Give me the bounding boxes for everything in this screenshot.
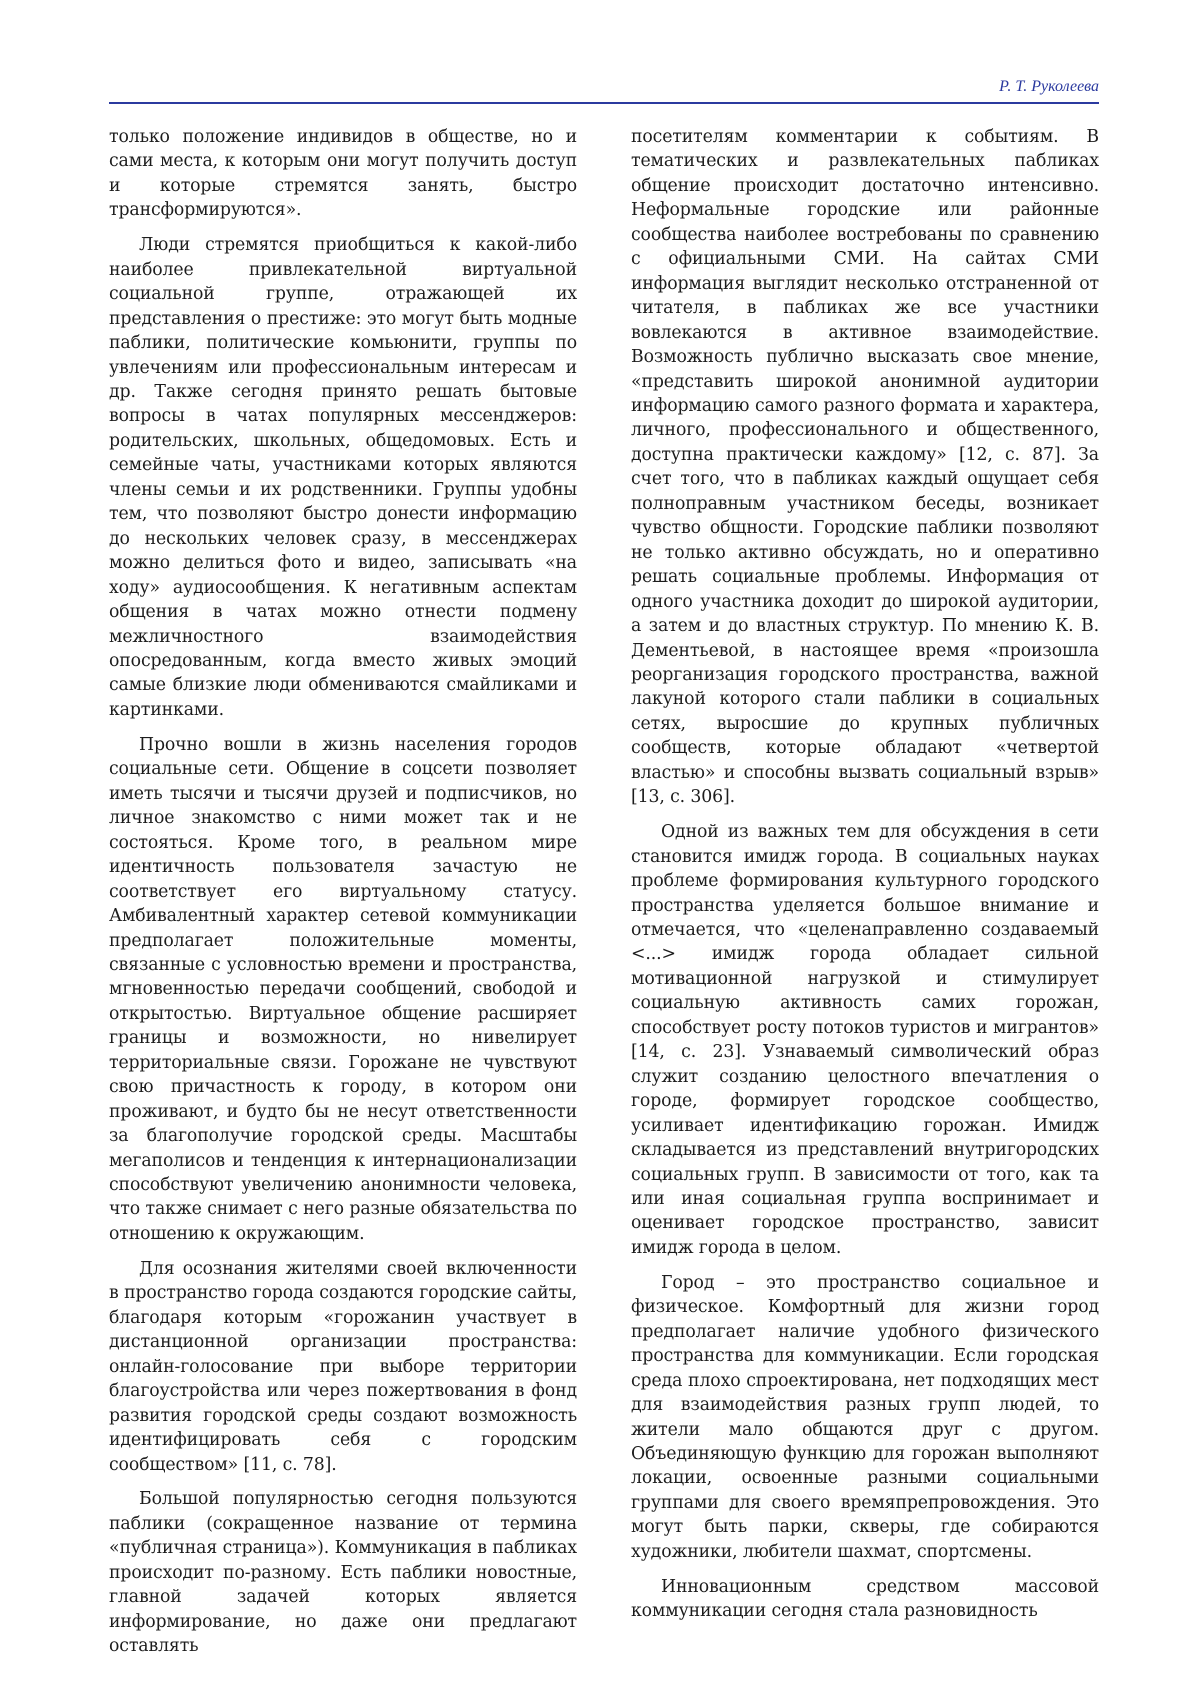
left-column bbox=[109, 125, 577, 1669]
paragraph: Люди стремятся приобщиться к какой-либо наиболее привлекательной виртуальной социальной группе, отражающей их представления о престиже: это могут быть модные паблики, политические комьюнити, группы по увлечениям или профессиональным интересам и др. Также сегодня принято решать бытовые вопросы в чатах популярных мессенджеров: родительских, школьных, общедомовых. Есть и семейные чаты, участниками которых являются члены семьи и их родственники. Группы удобны тем, что позволяют быстро донести информацию до нескольких человек сразу, в мессенджерах можно делиться фото и видео, записывать «на ходу» аудиосообщения. К негативным аспектам общения в чатах можно отнести подмену межличностного взаимодействия опосредованным, когда вместо живых эмоций самые близкие люди обмениваются смайликами и картинками. bbox=[109, 235, 577, 720]
paragraph: Для осознания жителями своей включенности в пространство города создаются городские сайты, благодаря которым «горожанин участвует в дистанционной организации пространства: онлайн-голосование при выборе территории благоустройства или через пожертвования в фонд развития городской среды создают возможность идентифицировать себя с городским сообществом» [11, с. 78]. bbox=[109, 1258, 577, 1475]
right-column bbox=[631, 125, 1099, 1634]
running-head-author: Р. Т. Руколеева bbox=[999, 78, 1099, 95]
paragraph: только положение индивидов в обществе, но и сами места, к которым они могут получить доступ и которые стремятся занять, быстро трансформируются». bbox=[109, 127, 577, 221]
paragraph: Большой популярностью сегодня пользуются паблики (сокращенное название от термина «публичная страница»). Коммуникация в пабликах происходит по-разному. Есть паблики новостные, главной задачей которых является информирование, но даже они предлагают оставлять bbox=[109, 1489, 577, 1657]
paragraph: посетителям комментарии к событиям. В тематических и развлекательных пабликах общение происходит достаточно интенсивно. Неформальные городские или районные сообщества наиболее востребованы по сравнению с официальными СМИ. На сайтах СМИ информация выглядит несколько отстраненной от читателя, в пабликах же все участники вовлекаются в активное взаимодействие. Возможность публично высказать свое мнение, «представить широкой анонимной аудитории информацию самого разного формата и характера, личного, профессионального и общественного, доступна практически каждому» [12, с. 87]. За счет того, что в пабликах каждый ощущает себя полноправным участником беседы, возникает чувство общности. Городские паблики позволяют не только активно обсуждать, но и оперативно решать социальные проблемы. Информация от одного участника доходит до широкой аудитории, а затем и до властных структур. По мнению К. В. Дементьевой, в настоящее время «произошла реорганизация городского пространства, важной лакуной которого стали паблики в социальных сетях, выросшие до крупных публичных сообществ, которые обладают «четвертой властью» и способны вызвать социальный взрыв» [13, с. 306]. bbox=[631, 127, 1099, 808]
page-header bbox=[109, 78, 1099, 98]
header-rule bbox=[109, 102, 1099, 104]
paragraph: Одной из важных тем для обсуждения в сети становится имидж города. В социальных науках проблеме формирования культурного городского пространства уделяется большое внимание и отмечается, что «целенаправленно создаваемый <...> имидж города обладает сильной мотивационной нагрузкой и стимулирует социальную активность самих горожан, способствует росту потоков туристов и мигрантов» [14, с. 23]. Узнаваемый символический образ служит созданию целостного впечатления о городе, формирует городское сообщество, усиливает идентификацию горожан. Имидж складывается из представлений внутригородских социальных групп. В зависимости от того, как та или иная социальная группа воспринимает и оценивает городское пространство, зависит имидж города в целом. bbox=[631, 822, 1099, 1258]
paragraph: Прочно вошли в жизнь населения городов социальные сети. Общение в соцсети позволяет иметь тысячи и тысячи друзей и подписчиков, но личное знакомство с ними может так и не состояться. Кроме того, в реальном мире идентичность пользователя зачастую не соответствует его виртуальному статусу. Амбивалентный характер сетевой коммуникации предполагает положительные моменты, связанные с условностью времени и пространства, мгновенностью передачи сообщений, свободой и открытостью. Виртуальное общение расширяет границы и возможности, но нивелирует территориальные связи. Горожане не чувствуют свою причастность к городу, в котором они проживают, и будто бы не несут ответственности за благополучие городской среды. Масштабы мегаполисов и тенденция к интернационализации способствуют увеличению анонимности человека, что также снимает с него разные обязательства по отношению к окружающим. bbox=[109, 734, 577, 1244]
paragraph: Город – это пространство социальное и физическое. Комфортный для жизни город предполагает наличие удобного физического пространства для коммуникации. Если городская среда плохо спроектирована, нет подходящих мест для взаимодействия разных групп людей, то жители мало общаются друг с другом. Объединяющую функцию для горожан выполняют локации, освоенные разными социальными группами для своего времяпрепровождения. Это могут быть парки, скверы, где собираются художники, любители шахмат, спортсмены. bbox=[631, 1272, 1099, 1562]
paragraph: Инновационным средством массовой коммуникации сегодня стала разновидность bbox=[631, 1576, 1099, 1622]
